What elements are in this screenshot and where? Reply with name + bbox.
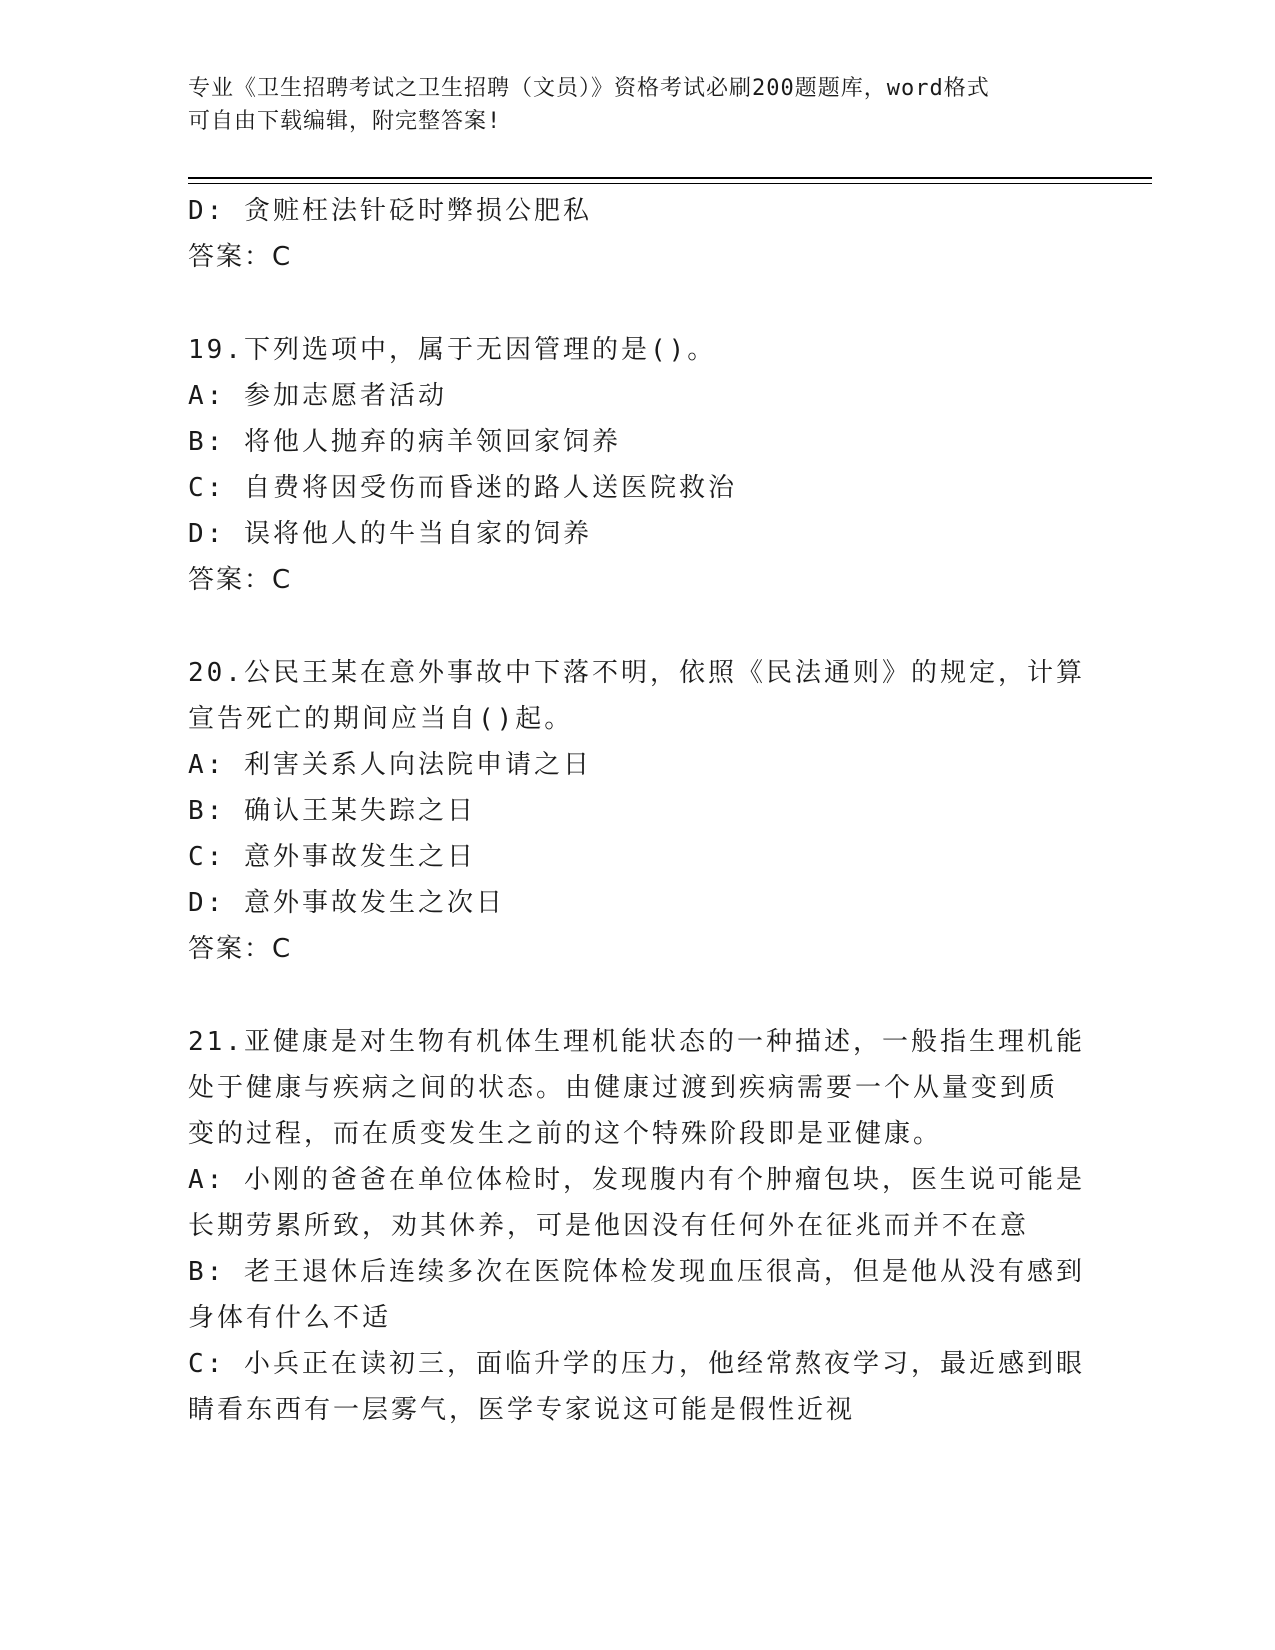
question-20 [188, 650, 1088, 972]
option-b: B: 确认王某失踪之日 [188, 796, 476, 826]
question-text-line-3: 变的过程，而在质变发生之前的这个特殊阶段即是亚健康。 [188, 1119, 943, 1149]
question-text-line-1: 20.公民王某在意外事故中下落不明，依照《民法通则》的规定，计算 [188, 658, 1085, 688]
option-a-line-1: A: 小刚的爸爸在单位体检时，发现腹内有个肿瘤包块，医生说可能是 [188, 1165, 1085, 1195]
header-title-line-2: 可自由下载编辑，附完整答案! [188, 109, 502, 134]
option-b: B: 将他人抛弃的病羊领回家饲养 [188, 427, 621, 457]
question-21 [188, 1019, 1088, 1433]
option-b-line-1: B: 老王退休后连续多次在医院体检发现血压很高，但是他从没有感到 [188, 1257, 1085, 1287]
option-d: D: 意外事故发生之次日 [188, 888, 505, 918]
option-d: D: 贪赃枉法针砭时弊损公肥私 [188, 196, 592, 226]
option-c-line-1: C: 小兵正在读初三，面临升学的压力，他经常熬夜学习，最近感到眼 [188, 1349, 1085, 1379]
question-text-line-2: 处于健康与疾病之间的状态。由健康过渡到疾病需要一个从量变到质 [188, 1073, 1059, 1103]
option-d: D: 误将他人的牛当自家的饲养 [188, 519, 592, 549]
question-text-line-1: 21.亚健康是对生物有机体生理机能状态的一种描述，一般指生理机能 [188, 1027, 1085, 1057]
option-a-line-2: 长期劳累所致，劝其休养，可是他因没有任何外在征兆而并不在意 [188, 1211, 1030, 1241]
question-text: 19.下列选项中，属于无因管理的是()。 [188, 335, 717, 365]
page-header [188, 72, 1068, 138]
header-rule-thick [188, 177, 1152, 179]
header-title-line-1: 专业《卫生招聘考试之卫生招聘（文员）》资格考试必刷200题题库，word格式 [188, 76, 990, 101]
option-a: A: 参加志愿者活动 [188, 381, 447, 411]
answer: 答案：C [188, 934, 293, 964]
option-b-line-2: 身体有什么不适 [188, 1303, 392, 1333]
answer: 答案：C [188, 565, 293, 595]
option-c: C: 意外事故发生之日 [188, 842, 476, 872]
option-c-line-2: 睛看东西有一层雾气，医学专家说这可能是假性近视 [188, 1395, 856, 1425]
option-c: C: 自费将因受伤而昏迷的路人送医院救治 [188, 473, 737, 503]
spacer [188, 603, 1088, 650]
question-text-line-2: 宣告死亡的期间应当自()起。 [188, 704, 574, 734]
header-rule-thin [188, 183, 1152, 184]
spacer [188, 972, 1088, 1019]
question-18-remainder [188, 188, 1088, 280]
question-19 [188, 327, 1088, 603]
document-body [188, 188, 1088, 1433]
answer: 答案：C [188, 242, 293, 272]
spacer [188, 280, 1088, 327]
option-a: A: 利害关系人向法院申请之日 [188, 750, 592, 780]
